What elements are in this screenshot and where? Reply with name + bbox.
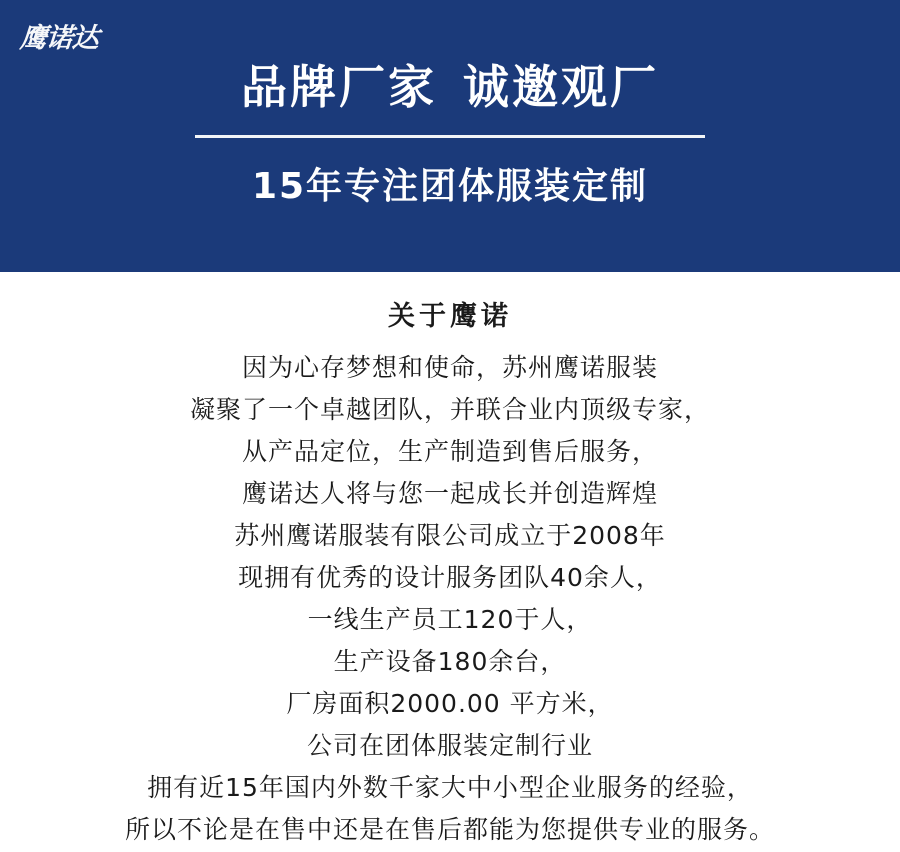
- banner-subtitle: 15年专注团体服装定制: [251, 165, 649, 207]
- about-line: 因为心存梦想和使命，苏州鹰诺服装: [241, 353, 658, 382]
- about-line: 一线生产员工120于人，: [307, 605, 593, 634]
- about-line: 公司在团体服装定制行业: [306, 731, 593, 760]
- about-line: 生产设备180余台，: [333, 647, 567, 676]
- about-line: 鹰诺达人将与您一起成长并创造辉煌: [241, 479, 658, 508]
- about-paragraph: [0, 347, 900, 851]
- about-heading: 关于鹰诺: [388, 301, 512, 332]
- about-line: 苏州鹰诺服装有限公司成立于2008年: [234, 521, 666, 550]
- hero-banner: [0, 0, 900, 272]
- about-line: 拥有近15年国内外数千家大中小型企业服务的经验，: [147, 773, 753, 802]
- about-line: 所以不论是在售中还是在售后都能为您提供专业的服务。: [124, 815, 775, 844]
- brand-logo-icon: 鹰诺达: [18, 23, 100, 53]
- about-section: [0, 272, 900, 852]
- banner-title-part2: 诚邀观厂: [463, 60, 659, 114]
- about-line: 厂房面积2000.00 平方米，: [286, 689, 614, 718]
- banner-title: [241, 62, 659, 113]
- about-line: 凝聚了一个卓越团队，并联合业内顶级专家，: [189, 395, 710, 424]
- banner-title-part1: 品牌厂家: [241, 60, 437, 114]
- about-line: 从产品定位，生产制造到售后服务，: [241, 437, 658, 466]
- about-line: 现拥有优秀的设计服务团队40余人，: [238, 563, 662, 592]
- banner-divider: [195, 135, 705, 138]
